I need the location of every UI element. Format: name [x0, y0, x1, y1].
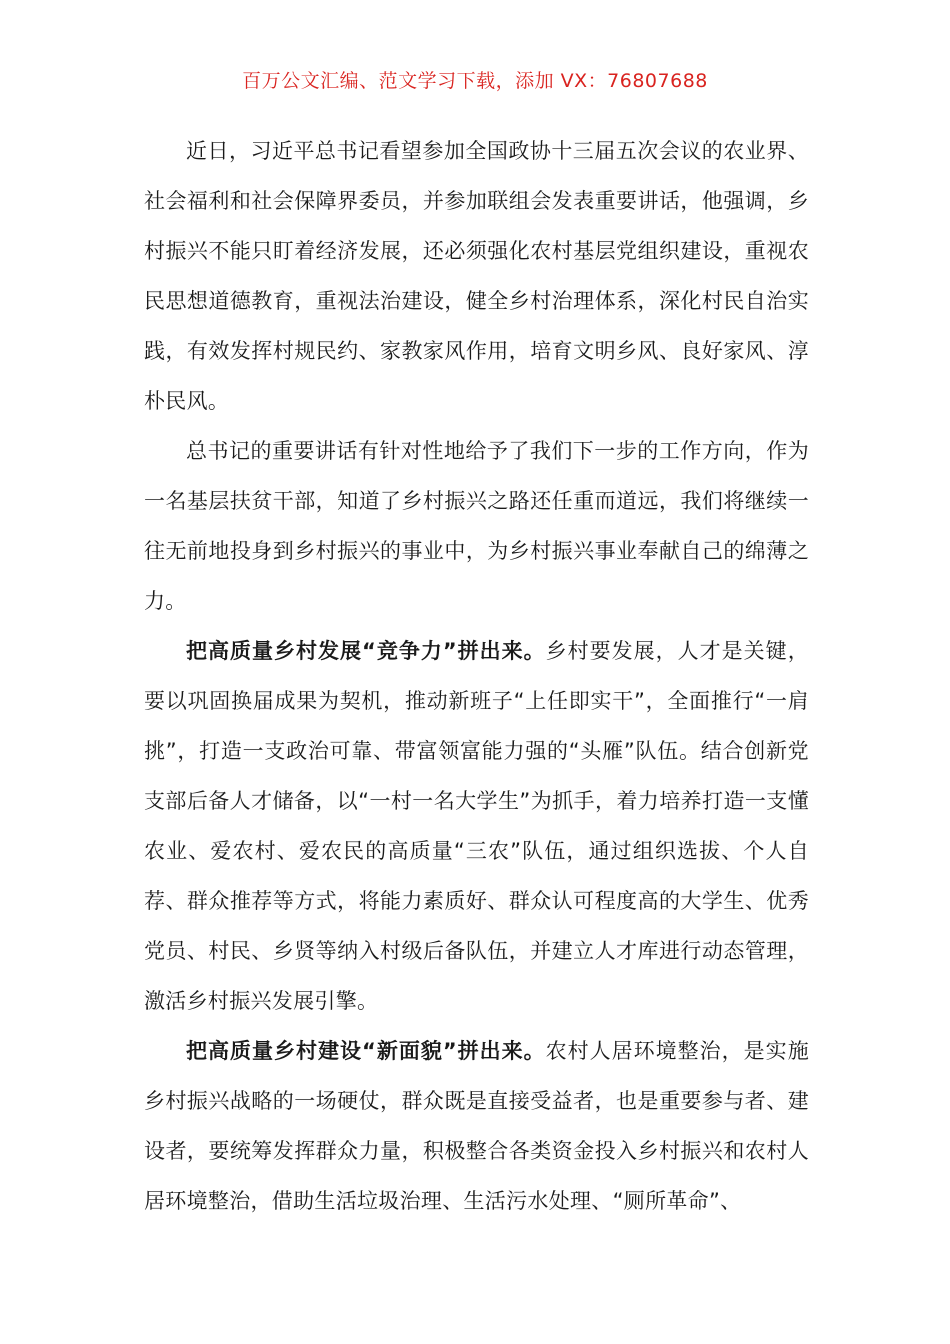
- paragraph-3: [144, 626, 809, 1026]
- watermark-header: 百万公文汇编、范文学习下载，添加 VX：76807688: [242, 70, 708, 92]
- paragraph-3-heading: 把高质量乡村发展“竞争力”拼出来。: [186, 639, 546, 663]
- paragraph-3-text: 乡村要发展，人才是关键，要以巩固换届成果为契机，推动新班子“上任即实干”，全面推行“一肩挑”，打造一支政治可靠、带富领富能力强的“头雁”队伍。结合创新党支部后备人才储备，以“一村一名大学生”为抓手，着力培养打造一支懂农业、爱农村、爱农民的高质量“三农”队伍，通过组织选拔、个人自荐、群众推荐等方式，将能力素质好、群众认可程度高的大学生、优秀党员、村民、乡贤等纳入村级后备队伍，并建立人才库进行动态管理，激活乡村振兴发展引擎。: [144, 639, 809, 1013]
- paragraph-1-text: 近日，习近平总书记看望参加全国政协十三届五次会议的农业界、社会福利和社会保障界委员，并参加联组会发表重要讲话，他强调，乡村振兴不能只盯着经济发展，还必须强化农村基层党组织建设，重视农民思想道德教育，重视法治建设，健全乡村治理体系，深化村民自治实践，有效发挥村规民约、家教家风作用，培育文明乡风、良好家风、淳朴民风。: [144, 139, 809, 413]
- paragraph-4-text: 农村人居环境整治，是实施乡村振兴战略的一场硬仗，群众既是直接受益者，也是重要参与者、建设者，要统筹发挥群众力量，积极整合各类资金投入乡村振兴和农村人居环境整治，借助生活垃圾治理、生活污水处理、“厕所革命”、: [144, 1039, 809, 1213]
- paragraph-2: [144, 426, 809, 626]
- document-body: [144, 126, 809, 1226]
- paragraph-4: [144, 1026, 809, 1226]
- paragraph-4-heading: 把高质量乡村建设“新面貌”拼出来。: [186, 1039, 546, 1063]
- paragraph-2-text: 总书记的重要讲话有针对性地给予了我们下一步的工作方向，作为一名基层扶贫干部，知道了乡村振兴之路还任重而道远，我们将继续一往无前地投身到乡村振兴的事业中，为乡村振兴事业奉献自己的绵薄之力。: [144, 439, 809, 613]
- paragraph-1: [144, 126, 809, 426]
